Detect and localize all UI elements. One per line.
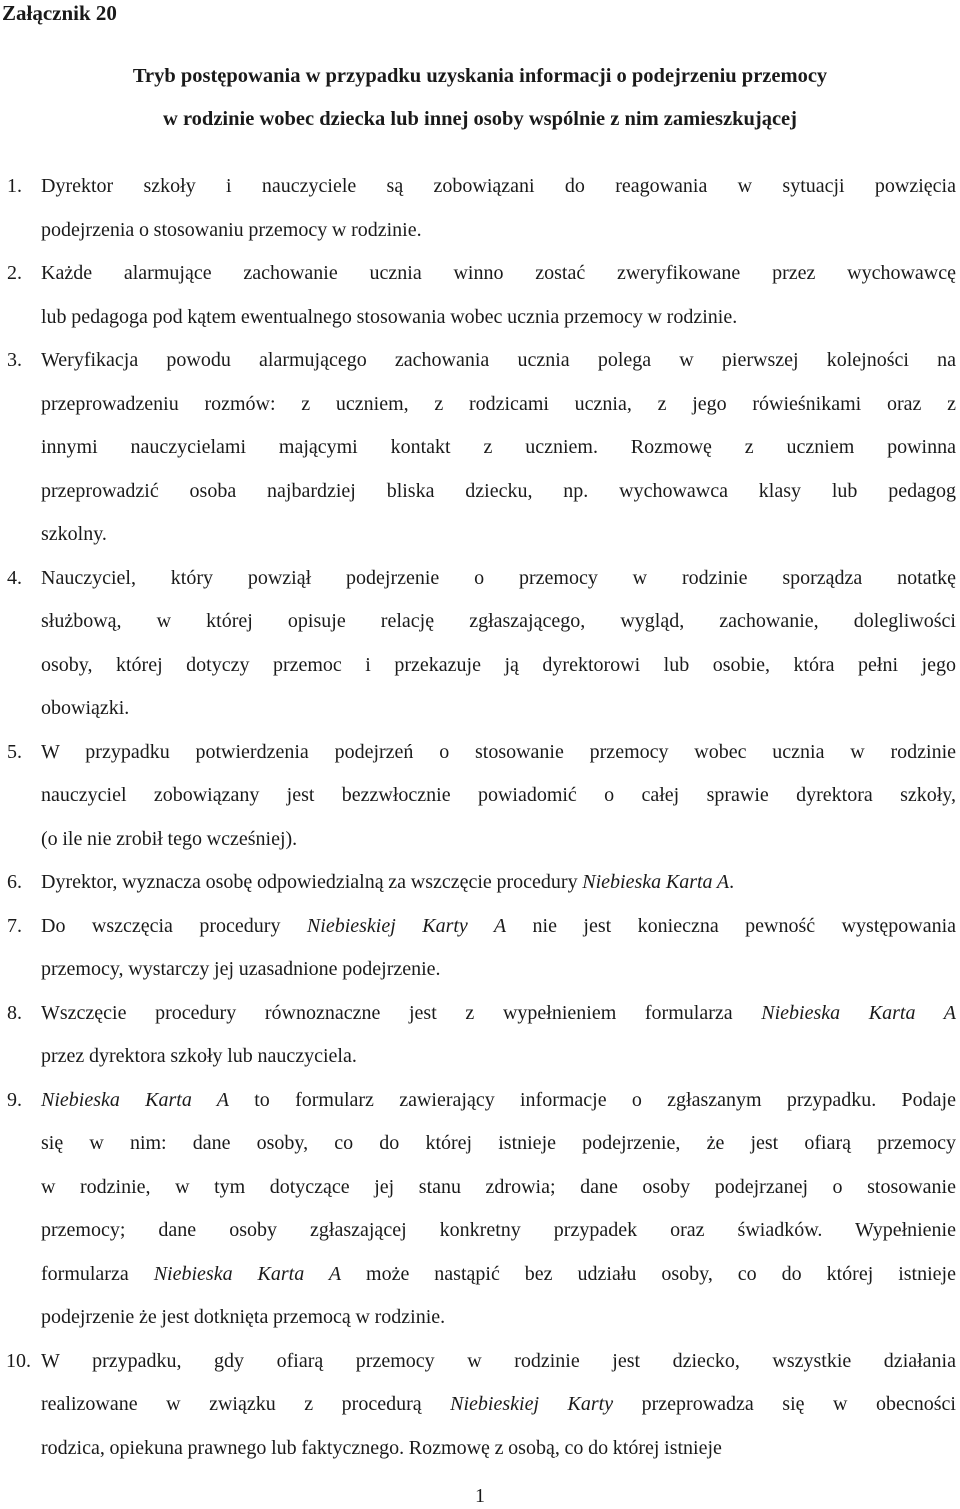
item-text-line: W przypadku potwierdzenia podejrzeń o stosowanie przemocy wobec ucznia w rodzinie [41, 740, 956, 763]
item-text-line: służbową, w której opisuje relację zgłaszającego, wygląd, zachowanie, dolegliwości [41, 610, 956, 632]
item-text-line: przeprowadzić osoba najbardziej bliska dziecku, np. wychowawca klasy lub pedagog [41, 479, 956, 502]
procedure-list [0, 165, 960, 1470]
item-number: 4. [7, 566, 22, 589]
item-text-line: W przypadku, gdy ofiarą przemocy w rodzinie jest dziecko, wszystkie działania [41, 1349, 956, 1372]
item-text-line: Nauczyciel, który powziął podejrzenie o przemocy w rodzinie sporządza notatkę [41, 566, 956, 589]
item-number: 3. [7, 349, 22, 371]
item-text-line: podejrzenie że jest dotknięta przemocą w rodzinie. [41, 1306, 446, 1328]
procedure-item-7 [0, 905, 960, 992]
item-text-line: rodzica, opiekuna prawnego lub faktycznego. Rozmowę z osobą, co do której istnieje [41, 1436, 722, 1459]
procedure-item-4 [0, 557, 960, 731]
procedure-item-2 [0, 252, 960, 339]
item-text-line: Weryfikacja powodu alarmującego zachowania ucznia polega w pierwszej kolejności na [41, 349, 956, 371]
item-text-line: nauczyciel zobowiązany jest bezzwłocznie powiadomić o całej sprawie dyrektora szkoły, [41, 784, 956, 806]
item-number: 6. [7, 871, 22, 893]
procedure-item-5 [0, 731, 960, 862]
item-text-line: przez dyrektora szkoły lub nauczyciela. [41, 1045, 357, 1067]
item-text-line: Każde alarmujące zachowanie ucznia winno zostać zweryfikowane przez wychowawcę [41, 262, 956, 284]
item-text-line: realizowane w związku z procedurą Niebieskiej Karty przeprowadza się w obecności [41, 1393, 956, 1415]
item-text-line: innymi nauczycielami mającymi kontakt z uczniem. Rozmowę z uczniem powinna [41, 436, 956, 458]
item-text-line: się w nim: dane osoby, co do której istnieje podejrzenie, że jest ofiarą przemocy [41, 1132, 956, 1154]
item-text-line: Dyrektor, wyznacza osobę odpowiedzialną za wszczęcie procedury Niebieska Karta A. [41, 871, 735, 893]
procedure-item-8 [0, 992, 960, 1079]
document-title-line-1: Tryb postępowania w przypadku uzyskania informacji o podejrzeniu przemocy [132, 65, 828, 87]
item-text-line: przemocy; dane osoby zgłaszającej konkretny przypadek oraz świadków. Wypełnienie [41, 1219, 956, 1241]
item-text-line: przeprowadzeniu rozmów: z uczniem, z rodzicami ucznia, z jego rówieśnikami oraz z [41, 392, 956, 415]
item-text-line: szkolny. [41, 523, 107, 545]
item-number: 9. [7, 1088, 22, 1111]
procedure-item-9 [0, 1079, 960, 1340]
item-text-line: podejrzenia o stosowaniu przemocy w rodzinie. [41, 218, 422, 241]
item-number: 7. [7, 914, 22, 937]
item-text-line: lub pedagoga pod kątem ewentualnego stosowania wobec ucznia przemocy w rodzinie. [41, 305, 738, 328]
item-text-line: Dyrektor szkoły i nauczyciele są zobowiązani do reagowania w sytuacji powzięcia [41, 175, 956, 197]
item-number: 1. [7, 175, 22, 197]
item-number: 8. [7, 1001, 22, 1024]
item-number: 5. [7, 740, 22, 763]
procedure-item-10 [0, 1340, 960, 1471]
procedure-item-3 [0, 339, 960, 557]
item-number: 2. [7, 262, 22, 284]
item-text-line: w rodzinie, w tym dotyczące jej stanu zdrowia; dane osoby podejrzanej o stosowanie [41, 1175, 956, 1198]
page-number: 1 [475, 1485, 485, 1507]
procedure-item-1 [0, 165, 960, 252]
item-text-line: obowiązki. [41, 697, 130, 719]
item-text-line: Niebieska Karta A to formularz zawierający informacje o zgłaszanym przypadku. Podaje [41, 1088, 956, 1111]
item-text-line: przemocy, wystarczy jej uzasadnione podejrzenie. [41, 958, 441, 980]
item-text-line: Wszczęcie procedury równoznaczne jest z wypełnieniem formularza Niebieska Karta A [41, 1001, 956, 1024]
document-title-line-2: w rodzinie wobec dziecka lub innej osoby wspólnie z nim zamieszkującej [163, 108, 797, 130]
item-text-line: osoby, której dotyczy przemoc i przekazuje ją dyrektorowi lub osobie, która pełni jego [41, 653, 956, 676]
procedure-item-6 [0, 861, 960, 905]
item-number: 10. [6, 1349, 31, 1372]
item-text-line: formularza Niebieska Karta A może nastąpić bez udziału osoby, co do której istnieje [41, 1262, 956, 1285]
attachment-label: Załącznik 20 [2, 1, 117, 25]
item-text-line: Do wszczęcia procedury Niebieskiej Karty A nie jest konieczna pewność występowania [41, 914, 957, 937]
item-text-line: (o ile nie zrobił tego wcześniej). [41, 827, 298, 850]
